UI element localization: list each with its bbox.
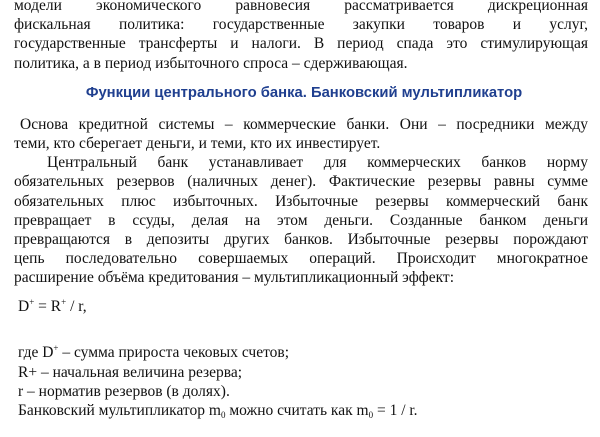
text-line: фискальная политика: государственные закупки товаров и услуг, bbox=[14, 16, 588, 34]
text-line: теми, кто сберегает деньги, и теми, кто их инвестирует. bbox=[14, 134, 381, 152]
text-line: обязательных резервов (наличных денег). Фактические резервы равны сумме bbox=[14, 173, 588, 191]
document-page bbox=[14, 0, 588, 420]
definitions bbox=[14, 343, 588, 420]
mult-sub-a: 0 bbox=[220, 410, 226, 420]
text-line: политика, а в период избыточного спроса – сдерживающая. bbox=[14, 54, 408, 72]
spacer bbox=[14, 335, 588, 343]
section-heading: Функции центрального банка. Банковский мультипликатор bbox=[85, 84, 523, 101]
def-d-prefix: где D bbox=[18, 344, 54, 362]
definition-d bbox=[14, 343, 588, 362]
definition-r-norm: r – норматив резервов (в долях). bbox=[18, 382, 230, 400]
multiplier-formula bbox=[14, 297, 588, 316]
text-line: цепь последовательно совершаемых операций. Происходит многократное bbox=[14, 250, 588, 268]
mult-text-c: = 1 / r. bbox=[373, 402, 418, 419]
text-line: государственные трансферты и налоги. В период спада это стимулирующая bbox=[14, 35, 588, 53]
paragraph-central-bank bbox=[14, 153, 588, 287]
text-line: модели экономического равновесия рассматривается дискреционная bbox=[14, 0, 588, 14]
text-line: превращаются в депозиты других банков. Избыточные резервы порождают bbox=[14, 230, 588, 248]
text-line: превращает в ссуды, делая на этом деньги. Созданные банком деньги bbox=[14, 211, 588, 229]
text-line: Основа кредитной системы – коммерческие банки. Они – посредники между bbox=[20, 115, 588, 133]
mult-sub-b: 0 bbox=[368, 410, 374, 420]
def-d-text: – сумма прироста чековых счетов; bbox=[58, 344, 290, 362]
def-d-sup: + bbox=[53, 343, 59, 354]
formula-lhs-sup: + bbox=[29, 297, 35, 308]
multiplier-definition bbox=[14, 401, 588, 420]
formula-rest: / r, bbox=[66, 298, 87, 316]
top-paragraph bbox=[14, 0, 588, 73]
mult-text-a: Банковский мультипликатор m bbox=[18, 402, 221, 419]
mult-text-b: можно считать как m bbox=[225, 402, 369, 419]
spacer bbox=[14, 316, 588, 335]
text-line: расширение объёма кредитования – мультипликационный эффект: bbox=[14, 269, 455, 287]
text-line: обязательных плюс избыточных. Избыточные резервы коммерческий банк bbox=[14, 192, 588, 210]
text-line: Центральный банк устанавливает для коммерческих банков норму bbox=[47, 154, 588, 172]
formula-lhs: D bbox=[18, 298, 30, 316]
formula-eq: = R bbox=[34, 298, 62, 316]
formula-rhs-sup: + bbox=[61, 297, 67, 308]
definition-r-plus: R+ – начальная величина резерва; bbox=[18, 363, 243, 381]
paragraph-credit-system bbox=[14, 115, 588, 153]
